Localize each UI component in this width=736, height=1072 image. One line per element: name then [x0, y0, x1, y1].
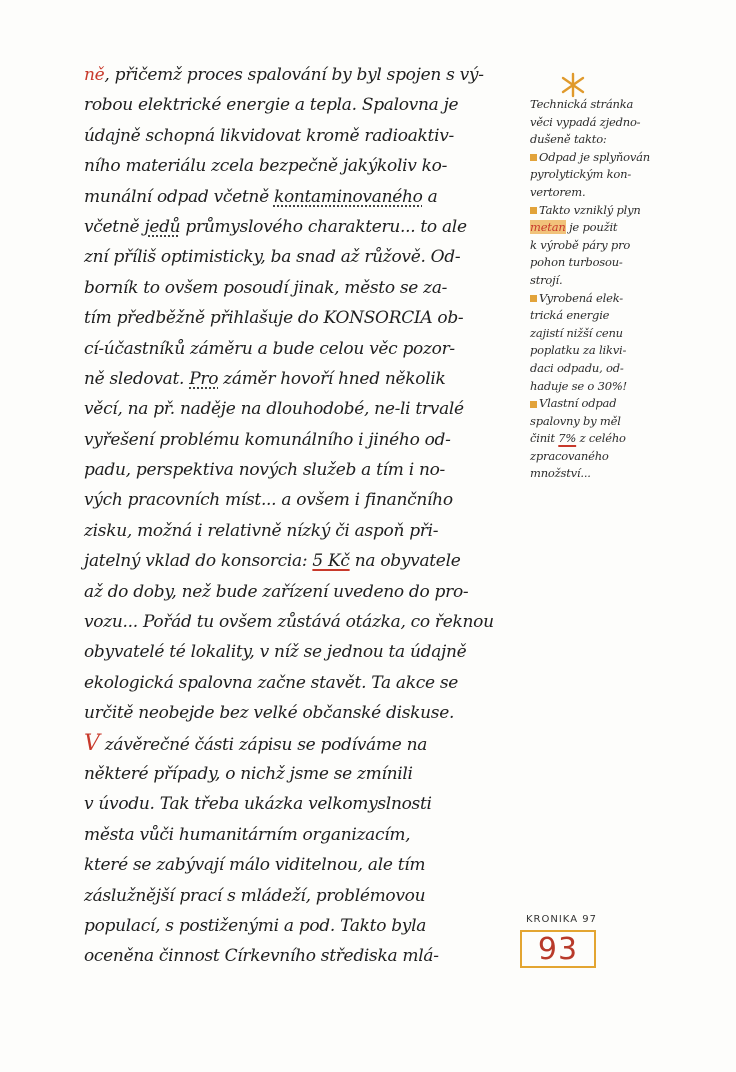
text-line [84, 729, 524, 759]
side-note-text: Vlastní odpad [539, 396, 617, 411]
text-line: tím předběžně přihlašuje do KONSORCIA ob- [84, 308, 464, 329]
text-line: vých pracovních míst... a ovšem i finančního [84, 490, 453, 511]
text-line: oceněna činnost Církevního střediska mlá- [84, 946, 439, 967]
text-line: některé případy, o nichž jsme se zmínili [84, 763, 413, 784]
side-note-text: Odpad je splyňován [539, 149, 650, 164]
fee-amount: 5 Kč [312, 551, 350, 572]
text-line [84, 364, 524, 394]
text-line: obyvatelé té lokality, v níž se jednou ta údajně [84, 642, 467, 663]
side-note-text: je použit [565, 220, 618, 235]
side-note [530, 96, 690, 483]
side-note-text: Takto vzniklý plyn [539, 202, 641, 217]
side-note-line: daci odpadu, od- [530, 360, 624, 375]
text-fragment: munální odpad včetně [84, 186, 274, 207]
text-line: v úvodu. Tak třeba ukázka velkomyslnosti [84, 794, 432, 815]
continuation-prefix: ně [84, 65, 105, 85]
percentage-value: 7% [558, 431, 577, 446]
text-line: cí-účastníků záměru a bude celou věc pozor- [84, 338, 455, 359]
text-fragment: jatelný vklad do konsorcia: [84, 551, 313, 572]
text-line: které se zabývají málo viditelnou, ale tím [84, 855, 426, 876]
bullet-icon [530, 154, 537, 161]
bullet-icon [530, 207, 537, 214]
side-note-line: množství... [530, 466, 591, 481]
drop-cap: V [84, 730, 100, 756]
text-fragment: včetně [84, 216, 145, 237]
side-note-item [530, 202, 690, 220]
side-note-line: haduje se o 30%! [530, 378, 627, 393]
text-line: borník to ovšem posoudí jinak, město se za- [84, 277, 448, 298]
bullet-icon [530, 295, 537, 302]
side-note-text: z celého [576, 431, 626, 446]
text-line [84, 60, 524, 90]
text-fragment: na obyvatele [349, 551, 461, 572]
side-note-line: dušeně takto: [530, 132, 607, 147]
side-note-line: trická energie [530, 308, 610, 323]
highlighted-word: metan [530, 220, 566, 235]
text-line [84, 212, 524, 242]
text-line: zní příliš optimisticky, ba snad až růžově. Od- [84, 247, 461, 268]
side-note-line: strojí. [530, 272, 563, 287]
text-line: ekologická spalovna začne stavět. Ta akce se [84, 672, 459, 693]
side-note-line: pohon turbosou- [530, 255, 623, 270]
text-fragment: a [422, 186, 438, 207]
text-line: záslužnější prací s mládeží, problémovou [84, 885, 426, 906]
side-note-item [530, 149, 690, 167]
emphasized-word: kontaminovaného [273, 186, 423, 207]
text-line: věcí, na př. naděje na dlouhodobé, ne-li trvalé [84, 399, 464, 420]
emphasized-word: Pro [189, 368, 219, 389]
page-number [520, 930, 596, 968]
text-line [84, 182, 524, 212]
side-note-text: činit [530, 431, 559, 446]
side-note-line: spalovny by měl [530, 413, 621, 428]
text-line: ního materiálu zcela bezpečně jakýkoliv ko- [84, 156, 448, 177]
side-note-line [530, 430, 690, 448]
page-number-text: 93 [537, 931, 579, 967]
emphasized-word: jedů [144, 216, 181, 237]
text-fragment: ně sledovat. [84, 368, 190, 389]
main-text-column [84, 60, 524, 972]
text-line: údajně schopná likvidovat kromě radioaktiv- [84, 125, 454, 146]
side-note-line: Technická stránka [530, 97, 634, 111]
text-line: až do doby, než bude zařízení uvedeno do pro- [84, 581, 469, 602]
text-line: robou elektrické energie a tepla. Spalovna je [84, 95, 459, 116]
side-note-line: poplatku za likvi- [530, 343, 627, 358]
side-note-line: k výrobě páry pro [530, 237, 631, 252]
side-note-item [530, 395, 690, 413]
text-line: padu, perspektiva nových služeb a tím i no- [84, 460, 445, 481]
text-line: města vůči humanitárním organizacím, [84, 824, 411, 845]
side-note-item [530, 290, 690, 308]
side-note-line: věci vypadá zjedno- [530, 114, 641, 129]
text-line: populací, s postiženými a pod. Takto byla [84, 915, 427, 936]
text-fragment: závěrečné části zápisu se podíváme na [104, 734, 428, 755]
text-line: určitě neobejde bez velké občanské diskuse. [84, 703, 455, 724]
bullet-icon [530, 401, 537, 408]
text-fragment: , přičemž proces spalování by byl spojen s vý- [104, 65, 484, 85]
text-line: vozu... Pořád tu ovšem zůstává otázka, co řeknou [84, 612, 494, 633]
side-note-line: pyrolytickým kon- [530, 167, 632, 182]
text-fragment: záměr hovoří hned několik [218, 368, 446, 389]
asterisk-icon [560, 72, 586, 98]
side-note-line: zpracovaného [530, 448, 609, 463]
side-note-line: vertorem. [530, 184, 586, 199]
side-note-line: zajistí nižší cenu [530, 325, 623, 340]
text-line: vyřešení problému komunálního i jiného od- [84, 429, 451, 450]
chronicle-label: KRONIKA 97 [526, 914, 597, 925]
text-line: zisku, možná i relativně nízký či aspoň při- [84, 520, 439, 541]
text-line [84, 546, 524, 576]
side-note-line [530, 219, 690, 237]
text-fragment: průmyslového charakteru... to ale [180, 216, 467, 237]
side-note-text: Vyrobená elek- [539, 290, 623, 305]
